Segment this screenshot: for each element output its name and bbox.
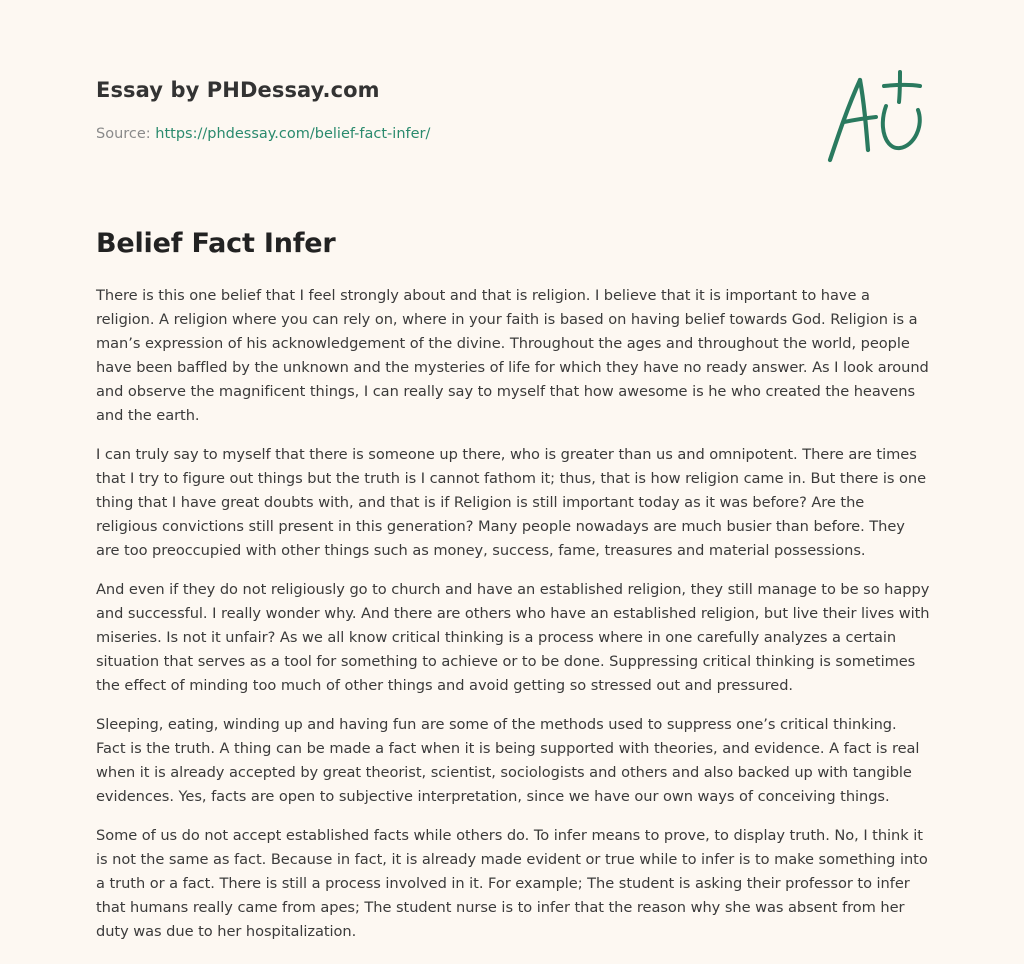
essay-paragraph: Some of us do not accept established facts while others do. To infer means to prove, to display truth. No, I think it is not the same as fact. Because in fact, it is already made evident or true while to infer is to make something into a truth or a fact. There is still a process involved in it. For example; The student is asking their professor to infer that humans really came from apes; The student nurse is to infer that the reason why she was absent from her duty was due to her hospitalization. [96, 827, 928, 940]
brand-title: Essay by PHDessay.com [96, 78, 380, 102]
essay-paragraph: Sleeping, eating, winding up and having fun are some of the methods used to suppress one’s critical thinking. Fact is the truth. A thing can be made a fact when it is being supported with theories, and evidence. A fact is real when it is already accepted by great theorist, scientist, sociologists and others and also backed up with tangible evidences. Yes, facts are open to subjective interpretation, since we have our own ways of conceiving things. [96, 716, 920, 805]
essay-paragraph: I can truly say to myself that there is someone up there, who is greater than us and omnipotent. There are times that I try to figure out things but the truth is I cannot fathom it; thus, that is how religion came in. But there is one thing that I have great doubts with, and that is if Religion is still important today as it was before? Are the religious convictions still present in this generation? Many people nowadays are much busier than before. They are too preoccupied with other things such as money, success, fame, treasures and material possessions. [96, 446, 927, 559]
essay-paragraph: There is this one belief that I feel strongly about and that is religion. I believe that it is important to have a religion. A religion where you can rely on, where in your faith is based on having belief towards God. Religion is a man’s expression of his acknowledgement of the divine. Throughout the ages and throughout the world, people have been baffled by the unknown and the mysteries of life for which they have no ready answer. As I look around and observe the magnificent things, I can really say to myself that how awesome is he who created the heavens and the earth. [96, 287, 929, 424]
page-header [96, 76, 928, 144]
source-line [96, 124, 928, 144]
source-label: Source: [96, 126, 156, 142]
essay-title: Belief Fact Infer [96, 228, 336, 259]
essay-body [96, 284, 930, 959]
essay-paragraph: And even if they do not religiously go to church and have an established religion, they still manage to be so happy and successful. I really wonder why. And there are others who have an established religion, but live their lives with miseries. Is not it unfair? As we all know critical thinking is a process where in one carefully analyzes a certain situation that serves as a tool for something to achieve or to be done. Suppressing critical thinking is sometimes the effect of minding too much of other things and avoid getting so stressed out and pressured. [96, 581, 930, 694]
a-plus-logo-icon [820, 66, 930, 166]
source-link[interactable]: https://phdessay.com/belief-fact-infer/ [155, 126, 431, 142]
